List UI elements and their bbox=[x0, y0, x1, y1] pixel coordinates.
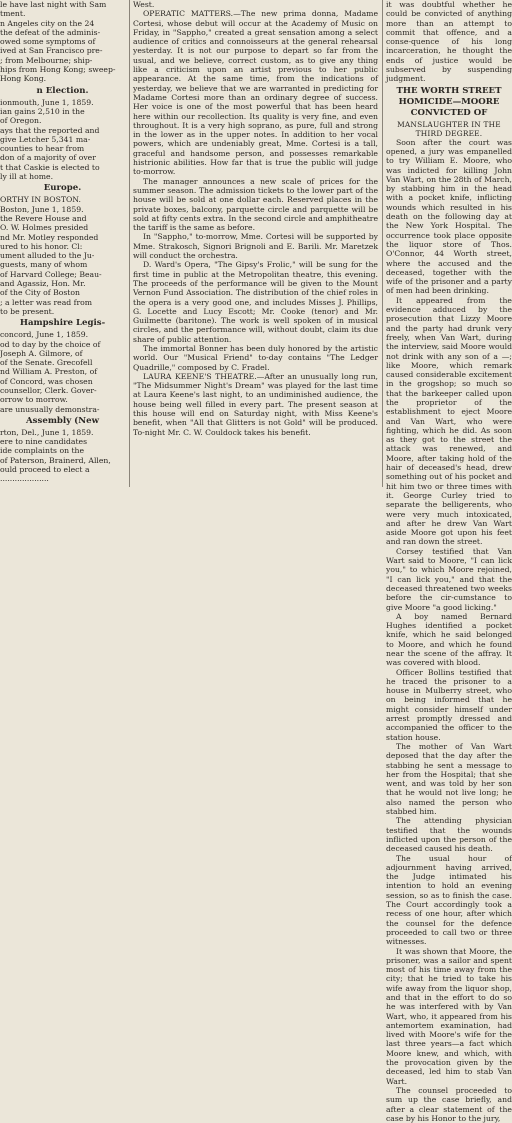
section-heading: THE WORTH STREET HOMICIDE—MOORE CONVICTED OF bbox=[396, 85, 502, 118]
paragraph: O. W. Holmes presided bbox=[0, 223, 89, 233]
paragraph: guests, many of whom bbox=[0, 260, 88, 270]
paragraph: The usual hour of adjournment having arrived, the Judge intimated his intention to hold an evening session, so as to finish the case. The Court accordingly took a recess of one hour, after which the counsel for the defence proceeded to call two or three witnesses. bbox=[386, 853, 512, 947]
paragraph: of Paterson, Brainerd, Allen, bbox=[0, 455, 111, 465]
paragraph: ide complaints on the bbox=[0, 446, 85, 456]
paragraph: od to day by the choice of bbox=[0, 339, 101, 349]
column-center bbox=[133, 0, 378, 487]
paragraph: Officer Bollins testified that he traced the prisoner to a house in Mulberry street, who on being informed that he might consider himself under arrest promptly dressed and accompanied the officer to the station house. bbox=[386, 667, 512, 742]
paragraph: D. Ward's Opera, "The Gipsy's Frolic," will be sung for the first time in public at the Metropolitan theatre, this evening. The proceeds of the performance will be given to the Mount Vernon Fund Association. The distribution of the chief roles in the opera is a very good one, and includes Misses J. Phillips, G. Locette and Lucy Escott; Mr. Cooke (tenor) and Mr. Guilmette (baritone). The work is well spoken of in musical circles, and the performance will, without doubt, claim its due share of public attention. bbox=[133, 260, 378, 344]
paragraph: .................... bbox=[0, 474, 49, 484]
paragraph: of Concord, was chosen bbox=[0, 376, 93, 386]
paragraph: ly ill at home. bbox=[0, 172, 54, 182]
paragraph: In "Sappho," to-morrow, Mme. Cortesi will be supported by Mme. Strakosch, Signori Brignoli and E. Barili. Mr. Maretzek will conduct the orchestra. bbox=[133, 232, 378, 261]
paragraph: It appeared from the evidence adduced by the prosecution that Lizzy Moore and the party had drunk very freely, when Van Wart, during the interview, said Moore would not drink with any son of a —; like Moore, which remark caused considerable excitement in the grogshop; so much so that the barkeeper called upon the proprietor of the establishment to eject Moore and Van Wart, who were fighting, which he did. As soon as they got to the street the attack was renewed, and Moore, after taking hold of the hair of deceased's head, drew something out of his pocket and hit him two or three times with it. George Curley tried to separate the belligerents, who were very much intoxicated, and after he drew Van Wart aside Moore got upon his feet and ran down the street. bbox=[386, 295, 512, 547]
paragraph: counties to hear from bbox=[0, 144, 85, 154]
section-heading: Hampshire Legis- bbox=[19, 318, 106, 329]
section-subheading: MANSLAUGHTER IN THE THIRD DEGREE. bbox=[397, 119, 501, 138]
paragraph: ays that the reported and bbox=[0, 125, 100, 135]
paragraph: counsellor, Clerk. Gover- bbox=[0, 385, 97, 395]
paragraph: A boy named Bernard Hughes identified a pocket knife, which he said belonged to Moore, and which he found near the scene of the affray. It was covered with blood. bbox=[386, 611, 512, 668]
column-left bbox=[0, 0, 125, 487]
paragraph: LAURA KEENE'S THEATRE.—After an unusually long run, "The Midsummer Night's Dream" was played for the last time at Laura Keene's last night, to an undiminished audience, the house being well filled in every part. The present season at this house will end on Saturday night, with Miss Keene's benefit, when "All that Glitters is not Gold" will be produced. To-night Mr. C. W. Couldock takes his benefit. bbox=[133, 371, 378, 437]
paragraph: concord, June 1, 1859. bbox=[0, 330, 89, 340]
paragraph: orrow to morrow. bbox=[0, 395, 68, 405]
paragraph: nd William A. Preston, of bbox=[0, 367, 98, 377]
paragraph: are unusually demonstra- bbox=[0, 404, 100, 414]
column-divider-left bbox=[129, 0, 130, 487]
paragraph: The mother of Van Wart deposed that the day after the stabbing he sent a message to her from the Hospital; that she went, and was told by her son that he would not live long; he also named the person who stabbed him. bbox=[386, 741, 512, 817]
paragraph: hips from Hong Kong; sweep- bbox=[0, 65, 116, 75]
paragraph: the Revere House and bbox=[0, 213, 87, 223]
paragraph: it was doubtful whether he could be convicted of anything more than an attempt to commit that offence, and a conse-quence of his long incarceration, he thought the ends of justice would be subserved by suspending judgment. bbox=[386, 0, 512, 84]
paragraph: rton, Del., June 1, 1859. bbox=[0, 427, 94, 437]
paragraph: ured to his honor. Cl: bbox=[0, 241, 83, 251]
paragraph: The attending physician testified that the wounds inflicted upon the person of the deceased caused his death. bbox=[386, 816, 512, 854]
paragraph: don of a majority of over bbox=[0, 153, 96, 163]
paragraph: to be present. bbox=[0, 306, 55, 316]
paragraph: of the City of Boston bbox=[0, 288, 80, 298]
column-divider-right bbox=[382, 0, 383, 487]
paragraph: and Agassiz, Hon. Mr. bbox=[0, 279, 86, 289]
paragraph: Soon after the court was opened, a jury was empanelled to try William E. Moore, who was indicted for killing John Van Wart, on the 28th of March, by stabbing him in the head with a pocket knife, inflicting wounds which resulted in his death on the following day at the New York Hospital. The occurrence took place opposite the liquor store of Thos. O'Connor, 44 Worth street, where the accused and the deceased, together with the wife of the prisoner and a party of men had been drinking. bbox=[386, 137, 512, 296]
paragraph: The immortal Bonner has been duly honored by the artistic world. Our "Musical Friend" to-day contains "The Ledger Quadrille," composed by C. Fradel. bbox=[133, 343, 378, 372]
paragraph: nd Mr. Motley responded bbox=[0, 232, 99, 242]
paragraph: ere to nine candidates bbox=[0, 437, 88, 447]
paragraph: Corsey testified that Van Wart said to Moore, "I can lick you," to which Moore rejoined, "I can lick you," and that the deceased threatened two weeks before the cir-cumstance to give Moore "a good licking." bbox=[386, 546, 512, 612]
paragraph: the defeat of the adminis- bbox=[0, 27, 101, 37]
paragraph: n Angeles city on the 24 bbox=[0, 18, 95, 28]
section-heading: Europe. bbox=[43, 183, 82, 194]
paragraph: Boston, June 1, 1859. bbox=[0, 204, 84, 214]
paragraph: ORTHY IN BOSTON. bbox=[0, 195, 81, 205]
paragraph: ; from Melbourne; ship- bbox=[0, 55, 93, 65]
paragraph: The manager announces a new scale of prices for the summer season. The admission tickets to the lower part of the house will be sold at one dollar each. Reserved places in the private boxes, balcony, parquette circle and parquette will be sold at fifty cents extra. In the second circle and amphitheatre the tariff is the same as before. bbox=[133, 176, 378, 233]
paragraph: ian gains 2,510 in the bbox=[0, 106, 85, 116]
paragraph: Joseph A. Gilmore, of bbox=[0, 348, 83, 358]
section-heading: n Election. bbox=[36, 85, 89, 96]
paragraph: Hong Kong. bbox=[0, 74, 47, 84]
paragraph: of Oregon. bbox=[0, 116, 42, 126]
paragraph: of the Senate. Grecofell bbox=[0, 358, 93, 368]
paragraph: le have last night with Sam bbox=[0, 0, 107, 9]
paragraph: It was shown that Moore, the prisoner, was a sailor and spent most of his time away from the city; that he tried to take his wife away from the liquor shop, and that in the effort to do so he was interfered with by Van Wart, who, it appeared from his antemortem examination, had lived with Moore's wife for the last three years—a fact which Moore knew, and which, with the provocation given by the deceased, led him to stab Van Wart. bbox=[386, 946, 512, 1086]
paragraph: West. bbox=[133, 0, 155, 9]
paragraph: t that Caskie is elected to bbox=[0, 162, 100, 172]
paragraph: owed some symptoms of bbox=[0, 37, 96, 47]
paragraph: ould proceed to elect a bbox=[0, 465, 90, 475]
paragraph: of Harvard College; Beau- bbox=[0, 269, 102, 279]
column-right bbox=[386, 0, 512, 1123]
paragraph: tment. bbox=[0, 9, 26, 19]
paragraph: ; a letter was read from bbox=[0, 297, 93, 307]
paragraph: ived at San Francisco pre- bbox=[0, 46, 103, 56]
paragraph: OPERATIC MATTERS.—The new prima donna, Madame Cortesi, whose debut will occur at the Academy of Music on Friday, in "Sappho," created a great sensation among a select audience of critics and connoisseurs at the general rehearsal yesterday. It is not our purpose to depart so far from the usual, and we believe, correct custom, as to give any thing like a criticism upon an artist previous to her public appearance. At the same time, from the indications of yesterday, we believe that we are warranted in predicting for Madame Cortesi more than an ordinary degree of success. Her voice is one of the most powerful that has been heard here within our recollection. Its quality is very fine, and even throughout. It is a very high soprano, as pure, full and strong in the lower as in the upper notes. In addition to her vocal powers, which are undeniably great, Mme. Cortesi is a tall, graceful and handsome person, and possesses remarkable histrionic abilities. How far that is true the public will judge to-morrow. bbox=[133, 9, 378, 177]
paragraph: give Letcher 5,341 ma- bbox=[0, 134, 91, 144]
paragraph: ionmouth, June 1, 1859. bbox=[0, 97, 94, 107]
paragraph: ument alluded to the Ju- bbox=[0, 251, 95, 261]
paragraph: The counsel proceeded to sum up the case briefly, and after a clear statement of the case by his Honor to the jury, bbox=[386, 1085, 512, 1123]
section-heading: Assembly (New bbox=[26, 415, 99, 426]
